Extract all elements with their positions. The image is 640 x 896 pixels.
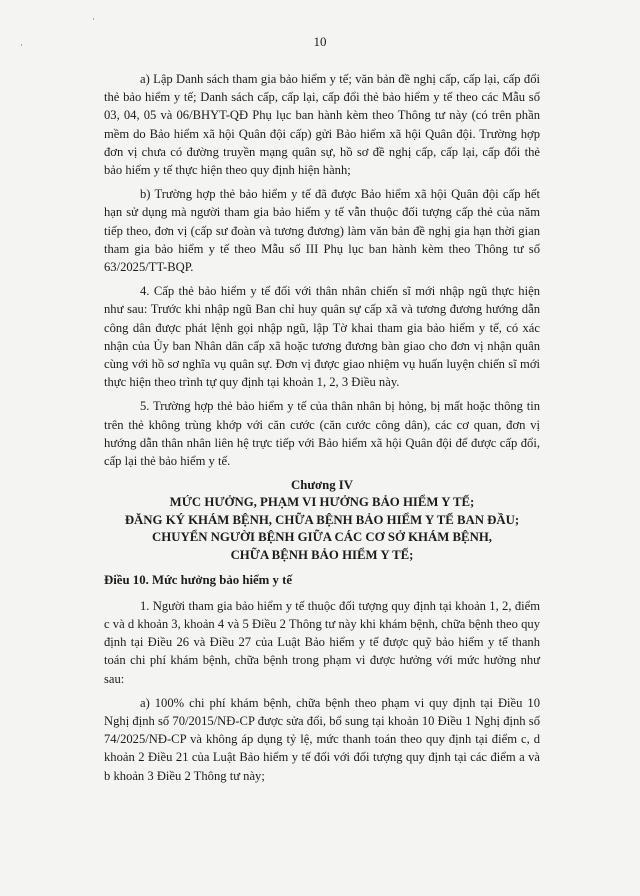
- paragraph-5: 5. Trường hợp thẻ bảo hiểm y tế của thân nhân bị hỏng, bị mất hoặc thông tin trên thẻ không trùng khớp với căn cước (căn cước công dân), các cơ quan, đơn vị hướng dẫn thân nhân liên hệ trực tiếp với Bảo hiểm xã hội Quân đội để được cấp đổi, cấp lại thẻ bảo hiểm y tế.: [104, 399, 540, 469]
- article-paragraph-1: 1. Người tham gia bảo hiểm y tế thuộc đối tượng quy định tại khoản 1, 2, điểm c và d khoản 3, khoản 4 và 5 Điều 2 Thông tư này khi khám bệnh, chữa bệnh theo quy định tại Điều 26 và Điều 27 của Luật Bảo hiểm y tế được quỹ bảo hiểm y tế thanh toán chi phí khám bệnh, chữa bệnh trong phạm vi được hưởng với mức hưởng như sau:: [104, 598, 540, 686]
- paragraph-3a: a) Lập Danh sách tham gia bảo hiểm y tế; văn bản đề nghị cấp, cấp lại, cấp đổi thẻ bảo hiểm y tế; Danh sách cấp, cấp lại, cấp đổi thẻ bảo hiểm y tế theo các Mẫu số 03, 04, 05 và 06/BHYT-QĐ Phụ lục ban hành kèm theo Thông tư này (có trên phần mềm do Bảo hiểm xã hội Quân đội cấp) gửi Bảo hiểm xã hội Quân đội. Trường hợp đơn vị chưa có đường truyền mạng quân sự, hồ sơ đề nghị cấp, cấp lại, cấp đổi thẻ bảo hiểm y tế thực hiện theo quy định hiện hành;: [104, 72, 540, 178]
- chapter-title-line: ĐĂNG KÝ KHÁM BỆNH, CHỮA BỆNH BẢO HIỂM Y TẾ BAN ĐẦU;: [124, 512, 520, 527]
- chapter-title-line: MỨC HƯỞNG, PHẠM VI HƯỞNG BẢO HIỂM Y TẾ;: [169, 495, 475, 510]
- chapter-title: [104, 494, 540, 564]
- paragraph-4: 4. Cấp thẻ bảo hiểm y tế đối với thân nhân chiến sĩ mới nhập ngũ thực hiện như sau: Trước khi nhập ngũ Ban chỉ huy quân sự cấp xã và tương đương hướng dẫn công dân được phát lệnh gọi nhập ngũ, lập Tờ khai tham gia bảo hiểm y tế, có xác nhận của Ủy ban Nhân dân cấp xã hoặc tương đương bàn giao cho đơn vị nhận quân cùng với hồ sơ nghĩa vụ quân sự. Đơn vị được giao nhiệm vụ huấn luyện chiến sĩ mới thực hiện theo trình tự quy định tại khoản 1, 2, 3 Điều này.: [104, 284, 540, 390]
- paragraph-3b: b) Trường hợp thẻ bảo hiểm y tế đã được Bảo hiểm xã hội Quân đội cấp hết hạn sử dụng mà người tham gia bảo hiểm y tế vẫn thuộc đối tượng cấp thẻ của năm tiếp theo, đơn vị (cấp sư đoàn và tương đương) làm văn bản đề nghị gia hạn thời gian tham gia bảo hiểm y tế theo Mẫu số III Phụ lục ban hành kèm theo Thông tư số 63/2025/TT-BQP.: [104, 187, 540, 275]
- article-paragraph-1a: a) 100% chi phí khám bệnh, chữa bệnh theo phạm vi quy định tại Điều 10 Nghị định số 70/2015/NĐ-CP được sửa đổi, bổ sung tại khoản 10 Điều 1 Nghị định số 74/2025/NĐ-CP và không áp dụng tỷ lệ, mức thanh toán theo quy định tại điểm c, d khoản 2 Điều 21 của Luật Bảo hiểm y tế đối với đối tượng quy định tại các điểm a và b khoản 3 Điều 2 Thông tư này;: [104, 695, 540, 783]
- article-heading: Điều 10. Mức hưởng bảo hiểm y tế: [104, 572, 293, 587]
- chapter-label: Chương IV: [290, 478, 354, 493]
- chapter-title-line: CHUYỂN NGƯỜI BỆNH GIỮA CÁC CƠ SỞ KHÁM BỆNH,: [152, 530, 492, 545]
- page-number: 10: [313, 34, 327, 49]
- scan-speck-mark: ·: [92, 14, 95, 24]
- scan-speck-mark: ·: [20, 40, 23, 50]
- chapter-title-line: CHỮA BỆNH BẢO HIỂM Y TẾ;: [230, 548, 414, 563]
- document-body: [104, 70, 540, 791]
